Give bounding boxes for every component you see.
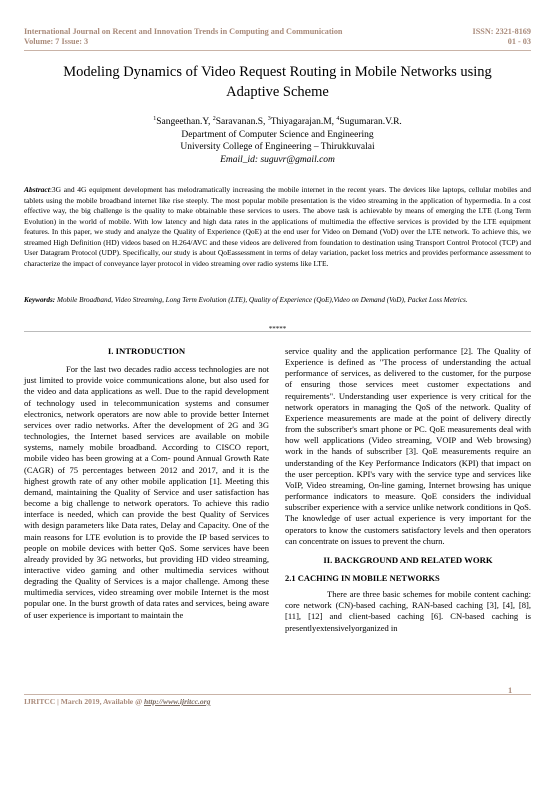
background-heading: II. BACKGROUND AND RELATED WORK [323, 554, 493, 565]
author-university: University College of Engineering – Thirukkuvalai [180, 142, 375, 153]
title-line-2: Adaptive Scheme [226, 84, 329, 100]
author-mark: 4 [336, 116, 340, 122]
right-column [285, 346, 531, 634]
header-divider [24, 50, 531, 51]
separator-line [24, 331, 531, 332]
author-email: Email_id: suguvr@gmail.com [220, 154, 335, 165]
keywords-label: Keywords: [24, 296, 56, 304]
footer-link[interactable]: http://www.ijritcc.org [144, 697, 211, 706]
author-department: Department of Computer Science and Engineering [181, 129, 374, 140]
abstract-text: :3G and 4G equipment development has melodramatically increasing the mobile internet in the recent years. The devices like laptops, cellular mobiles and tablets using the mobile broadband internet like rise steeply. The most popular mobile presentation is the video streaming in the application of hypermedia. In a cost effective way, the big challenge is the quality to make obtainable these services to users. The above task is achievable by means of emerging the LTE (Long Term Evolution) in the world of mobile. With low latency and high data rates in the applications of multimedia the effective services is provided by the LTE equipment features. In this paper, we study and analyze the Quality of Experience (QoE) at the end user for Video on Demand (VoD) over the LTE network. To achieve this, we streamed High Definition (HD) videos based on H.264/AVC and these videos are delivered from foundation to destination using Transport Control Protocol (TCP) and User Datagram Protocol (UDP). Specifically, our study is about QoEassessment in terms of delay variation, packet loss metrics and provides performance assessment to characterize the impact of conveyance layer protocol in video streaming over radio systems like LTE. [24, 185, 531, 268]
author-block [40, 113, 515, 166]
author-names: $^1$Sangeethan.Y, $^2$Saravanan.S, $^3$Thiyagarajan.M, $^4$Sugumaran.V.R. [153, 116, 402, 128]
abstract-label: Abstract [24, 185, 50, 194]
issn: ISSN: 2321-8169 [472, 27, 531, 36]
issn-header [473, 27, 531, 47]
footer-divider [24, 694, 531, 695]
journal-volume: Volume: 7 Issue: 3 [24, 37, 89, 46]
page-number: 1 [508, 685, 513, 695]
author-mark: 2 [212, 116, 216, 122]
title-line-1: Modeling Dynamics of Video Request Routing in Mobile Networks using [63, 64, 492, 80]
author-mark: 1 [153, 116, 157, 122]
author-name: Sangeethan.Y [156, 117, 208, 128]
author-name: Sugumaran.V.R. [339, 117, 402, 128]
footer-text: IJRITCC | March 2019, Available @ [24, 697, 145, 706]
left-column [24, 346, 269, 621]
journal-header [24, 27, 342, 47]
page-range: 01 - 03 [507, 37, 531, 46]
abstract [24, 185, 531, 269]
author-name: Thiyagarajan.M [270, 117, 332, 128]
paper-title [40, 62, 515, 102]
footer [24, 697, 210, 706]
caching-paragraph: There are three basic schemes for mobile content caching: core network (CN)-based caching, RAN-based caching [3], [4], [8], [11], [12] and client-based caching [6]. CN-based caching is presentlyextensivelyorganized in [285, 589, 531, 633]
intro-paragraph-continued: service quality and the application performance [2]. The Quality of Experience is defined as "The process of understanding the actual performance of services, as delivered to the customer, for the purpose of ensuring those services meet customer expectations and requirements". Understanding user experience is very critical for the network operators in managing the QoS of the network. Quality of Experience measurements are made at the point of delivery directly from the subscriber's smart phone or PC. QoE measurements deal with how well applications (Video streaming, VOIP and Web browsing) work in the hands of subscriber [3]. QoE measurements require an understanding of the Key Performance Indicators (KPI) that impact on the user perception. KPI's vary with the service type and services like VoIP, Video streaming, On-line gaming, Internet browsing has unique performance indicators to measure. QoE considers the individual subscriber experience with a service unlike network conditions in QoS. The knowledge of user actual experience is very important for the operators to know the customers satisfactory levels and then operators can concentrate on issues to prevent the churn. [285, 346, 531, 546]
caching-subheading: 2.1 CACHING IN MOBILE NETWORKS [285, 572, 440, 583]
author-mark: 3 [267, 116, 271, 122]
author-name: Saravanan.S [215, 117, 263, 128]
intro-heading: I. INTRODUCTION [107, 346, 186, 356]
journal-name: International Journal on Recent and Innovation Trends in Computing and Communication [24, 27, 343, 36]
keywords [24, 295, 531, 306]
section-separator: ***** [268, 325, 287, 333]
intro-paragraph: For the last two decades radio access technologies are not just limited to provide voice communications alone, but also used for the video and data applications as well. Due to the rapid development of technology used in telecommunication systems and consumer electronics, network operators are now able to provide better Internet services over radio networks. After the development of 2G and 3G technologies, the Internet based services are available on mobile systems, namely mobile broadband. According to CISCO report, mobile video has been growing at a Com- pound Annual Growth Rate (CAGR) of 75 percentages between 2012 and 2017, and it is the highest growth rate of any other mobile application [1]. Meeting this demand, maintaining the Quality of Service and user satisfaction has become a big challenge to network operators. To achieve this radio interface is needed, which can provide the best Quality of Services with design parameters like Data rates, Delay and Capacity. One of the main reasons for LTE evolution is to provide the IP based services to people on mobile devices with better QoS. Some services have been already provided by 3G networks, but providing HD video streaming, interactive video gaming and other multimedia services without degrading the Quality of Services is a major challenge. Among these multimedia services, video streaming over mobile Internet is the most popular one. In the burst growth of data rates and services, being aware of user experience is important to maintain the [24, 364, 269, 620]
keywords-text: Mobile Broadband, Video Streaming, Long Term Evolution (LTE), Quality of Experience (QoE),Video on Demand (VoD), Packet Loss Metrics. [55, 296, 468, 304]
